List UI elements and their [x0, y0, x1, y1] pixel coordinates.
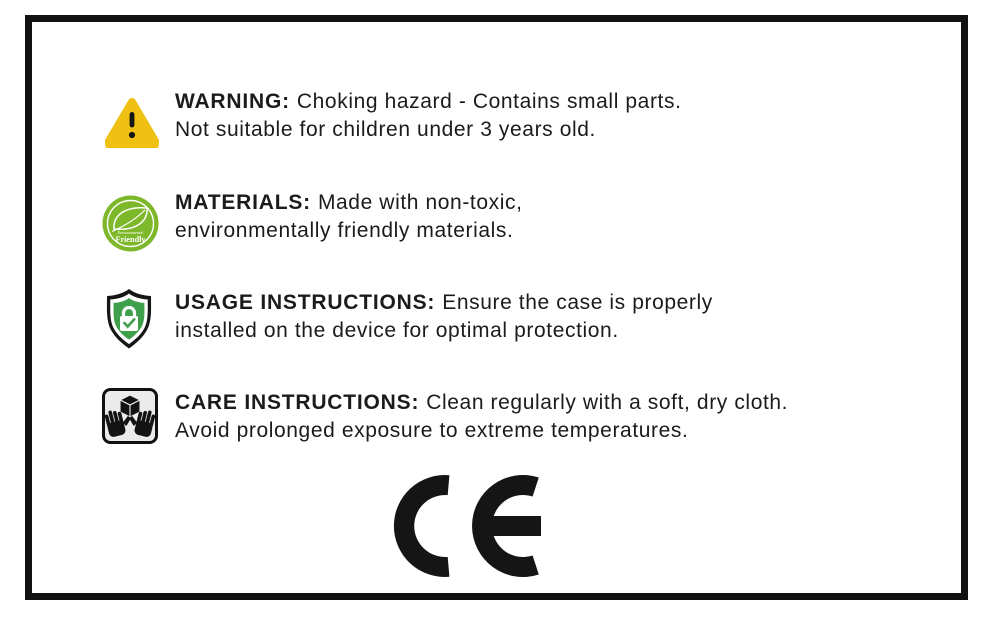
usage-line1: Ensure the case is properly: [442, 291, 713, 314]
ce-mark-logo: [393, 474, 543, 578]
handle-with-care-icon: [102, 388, 158, 444]
shield-lock-icon: [103, 288, 155, 350]
usage-line2: installed on the device for optimal protection.: [175, 319, 619, 342]
eco-friendly-badge-icon: [102, 195, 159, 252]
warning-text: [175, 88, 682, 144]
eco-badge-text-large: Friendly: [115, 235, 146, 244]
warning-triangle-icon: [105, 96, 159, 148]
warning-line2: Not suitable for children under 3 years old.: [175, 118, 596, 141]
eco-badge-text-small: Environmental: [117, 230, 144, 235]
care-label: CARE INSTRUCTIONS:: [175, 391, 420, 414]
usage-label: USAGE INSTRUCTIONS:: [175, 291, 436, 314]
label-border-frame: [25, 15, 968, 600]
materials-text: [175, 189, 523, 245]
care-text: [175, 389, 788, 445]
care-line2: Avoid prolonged exposure to extreme temperatures.: [175, 419, 689, 442]
usage-text: [175, 289, 713, 345]
warning-line1: Choking hazard - Contains small parts.: [296, 90, 682, 113]
materials-line2: environmentally friendly materials.: [175, 219, 514, 242]
materials-label: MATERIALS:: [175, 191, 311, 214]
warning-label: WARNING:: [175, 90, 290, 113]
materials-line1: Made with non-toxic,: [317, 191, 523, 214]
care-line1: Clean regularly with a soft, dry cloth.: [426, 391, 789, 414]
